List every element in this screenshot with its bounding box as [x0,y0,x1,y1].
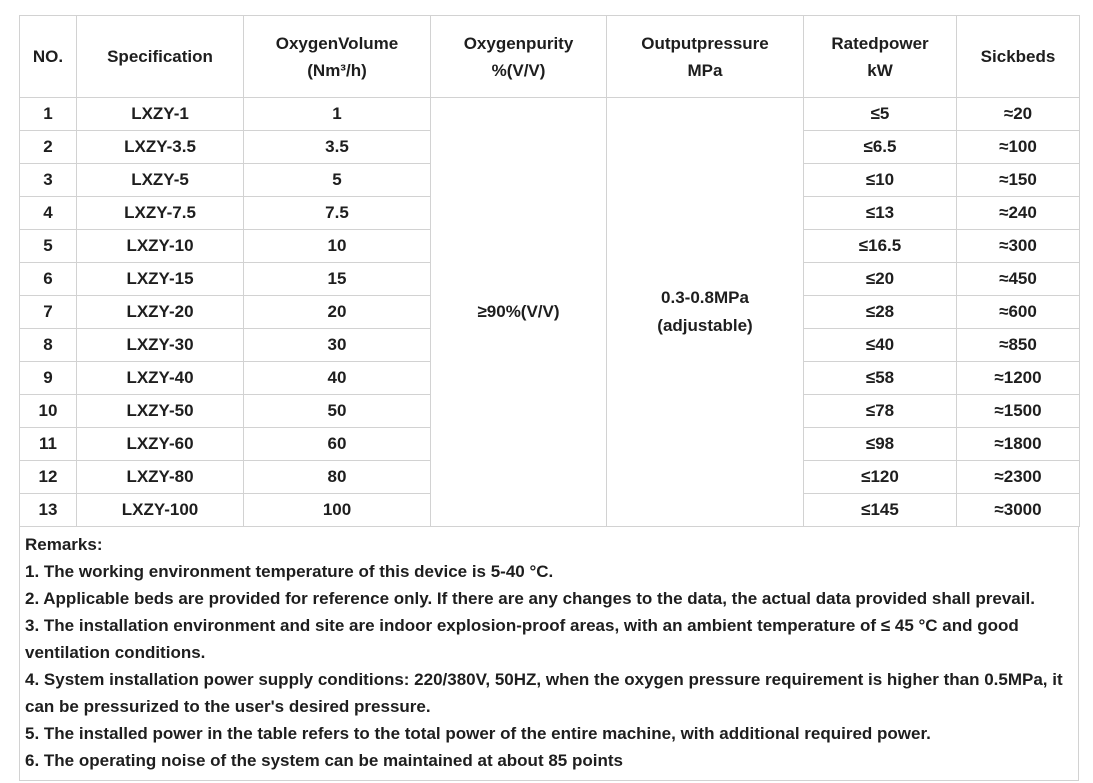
oxygen-volume-cell: 5 [244,164,431,197]
table-header-row [20,16,1080,98]
remark-item: 3. The installation environment and site are indoor explosion-proof areas, with an ambient temperature of ≤ 45 °C and good ventilation conditions. [25,616,1019,662]
remark-item: 6. The operating noise of the system can be maintained at about 85 points [25,751,623,770]
remark-item: 4. System installation power supply conditions: 220/380V, 50HZ, when the oxygen pressure requirement is higher than 0.5MPa, it can be pressurized to the user's desired pressure. [25,670,1063,716]
oxygen-purity-cell: ≥90%(V/V) [431,98,607,527]
output-pressure-cell [607,98,804,527]
oxygen-volume-cell: 7.5 [244,197,431,230]
oxygen-volume-cell: 15 [244,263,431,296]
sickbeds-cell: ≈100 [957,131,1080,164]
column-header-line: OxygenVolume [275,33,399,53]
oxygen-volume-cell: 10 [244,230,431,263]
rated-power-cell: ≤40 [804,329,957,362]
sickbeds-cell: ≈20 [957,98,1080,131]
rated-power-cell: ≤10 [804,164,957,197]
row-number: 11 [20,428,77,461]
column-header [431,16,607,98]
table-body [20,98,1080,527]
rated-power-cell: ≤13 [804,197,957,230]
spec-cell: LXZY-15 [77,263,244,296]
row-number: 2 [20,131,77,164]
spec-cell: LXZY-100 [77,494,244,527]
remark-item: 5. The installed power in the table refers to the total power of the entire machine, with additional required power. [25,724,931,743]
rated-power-cell: ≤58 [804,362,957,395]
output-pressure-note: (adjustable) [657,316,753,335]
sickbeds-cell: ≈1500 [957,395,1080,428]
oxygen-volume-cell: 100 [244,494,431,527]
output-pressure-value: 0.3-0.8MPa [661,288,749,307]
column-header [20,16,77,98]
row-number: 3 [20,164,77,197]
oxygen-volume-cell: 80 [244,461,431,494]
spec-document [19,15,1079,781]
row-number: 8 [20,329,77,362]
oxygen-volume-cell: 20 [244,296,431,329]
sickbeds-cell: ≈1200 [957,362,1080,395]
spec-cell: LXZY-7.5 [77,197,244,230]
sickbeds-cell: ≈600 [957,296,1080,329]
row-number: 6 [20,263,77,296]
column-header-line: Outputpressure [641,33,769,53]
column-header [244,16,431,98]
row-number: 12 [20,461,77,494]
remarks-section [19,527,1079,781]
row-number: 13 [20,494,77,527]
spec-cell: LXZY-20 [77,296,244,329]
sickbeds-cell: ≈150 [957,164,1080,197]
column-header [77,16,244,98]
column-header-line: Specification [107,47,213,66]
row-number: 1 [20,98,77,131]
column-header [957,16,1080,98]
rated-power-cell: ≤120 [804,461,957,494]
rated-power-cell: ≤20 [804,263,957,296]
column-header [607,16,804,98]
oxygen-volume-cell: 40 [244,362,431,395]
spec-cell: LXZY-80 [77,461,244,494]
column-header-line: MPa [687,60,723,80]
column-header-line: Sickbeds [980,47,1056,66]
oxygen-volume-cell: 1 [244,98,431,131]
spec-cell: LXZY-5 [77,164,244,197]
sickbeds-cell: ≈300 [957,230,1080,263]
rated-power-cell: ≤16.5 [804,230,957,263]
rated-power-cell: ≤98 [804,428,957,461]
spec-cell: LXZY-60 [77,428,244,461]
column-header-line: Ratedpower [831,33,929,53]
rated-power-cell: ≤145 [804,494,957,527]
rated-power-cell: ≤28 [804,296,957,329]
row-number: 5 [20,230,77,263]
spec-cell: LXZY-3.5 [77,131,244,164]
sickbeds-cell: ≈850 [957,329,1080,362]
spec-cell: LXZY-1 [77,98,244,131]
oxygen-volume-cell: 30 [244,329,431,362]
row-number: 10 [20,395,77,428]
sickbeds-cell: ≈240 [957,197,1080,230]
spec-cell: LXZY-30 [77,329,244,362]
column-header-line: (Nm³/h) [307,60,367,80]
column-header-line: Oxygenpurity [463,33,574,53]
oxygen-volume-cell: 3.5 [244,131,431,164]
spec-cell: LXZY-40 [77,362,244,395]
remarks-list [25,558,1078,774]
row-number: 7 [20,296,77,329]
sickbeds-cell: ≈2300 [957,461,1080,494]
spec-cell: LXZY-10 [77,230,244,263]
sickbeds-cell: ≈450 [957,263,1080,296]
row-number: 4 [20,197,77,230]
spec-cell: LXZY-50 [77,395,244,428]
sickbeds-cell: ≈3000 [957,494,1080,527]
rated-power-cell: ≤6.5 [804,131,957,164]
row-number: 9 [20,362,77,395]
remarks-title: Remarks: [25,535,103,554]
rated-power-cell: ≤78 [804,395,957,428]
column-header [804,16,957,98]
column-header-line: kW [867,60,893,80]
sickbeds-cell: ≈1800 [957,428,1080,461]
spec-table [19,15,1080,527]
remark-item: 1. The working environment temperature of this device is 5-40 °C. [25,562,554,581]
table-row [20,98,1080,131]
column-header-line: NO. [32,47,64,66]
oxygen-volume-cell: 50 [244,395,431,428]
oxygen-volume-cell: 60 [244,428,431,461]
rated-power-cell: ≤5 [804,98,957,131]
column-header-line: %(V/V) [491,60,546,80]
remark-item: 2. Applicable beds are provided for reference only. If there are any changes to the data, the actual data provided shall prevail. [25,589,1035,608]
